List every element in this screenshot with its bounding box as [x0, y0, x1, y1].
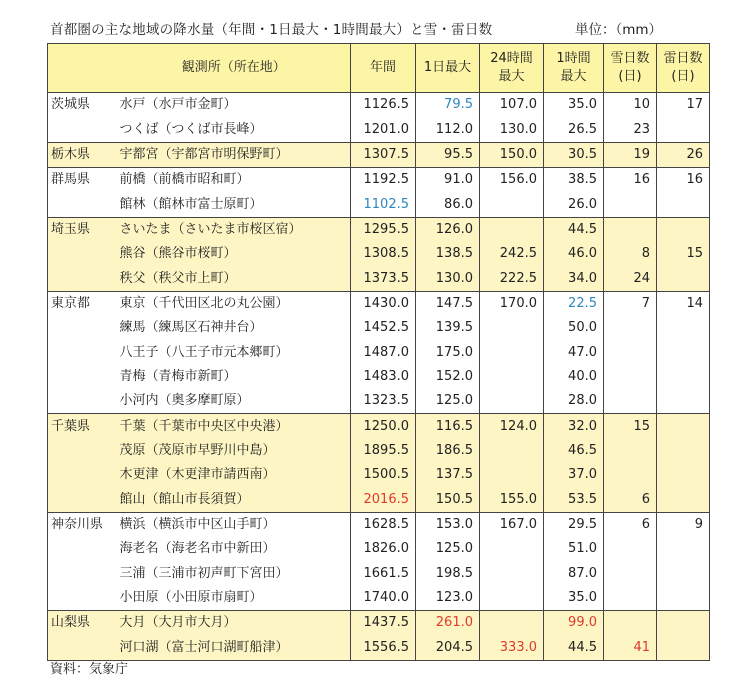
- pref-cell: 栃木県: [48, 142, 118, 167]
- pref-cell: [48, 439, 118, 463]
- pref-cell: 茨城県: [48, 93, 118, 118]
- day-max-cell: 152.0: [416, 365, 480, 389]
- day-max-cell: 86.0: [416, 192, 480, 217]
- h24-cell: [480, 192, 544, 217]
- day-max-cell: 153.0: [416, 512, 480, 537]
- station-cell: さいたま（さいたま市桜区宿）: [118, 217, 351, 242]
- h24-cell: 156.0: [480, 168, 544, 193]
- table-row: [48, 439, 710, 463]
- pref-cell: [48, 365, 118, 389]
- thunder-cell: 17: [657, 93, 710, 118]
- station-cell: 前橋（前橋市昭和町）: [118, 168, 351, 193]
- annual-cell: 1437.5: [351, 611, 416, 636]
- thunder-cell: [657, 365, 710, 389]
- header-snow-line1: 雪日数: [610, 51, 650, 66]
- table-row: [48, 316, 710, 340]
- pref-cell: 埼玉県: [48, 217, 118, 242]
- pref-cell: [48, 636, 118, 661]
- table-row: [48, 537, 710, 561]
- pref-cell: [48, 316, 118, 340]
- table-row: [48, 463, 710, 487]
- thunder-cell: 16: [657, 168, 710, 193]
- pref-cell: 群馬県: [48, 168, 118, 193]
- header-annual: 年間: [351, 44, 416, 93]
- pref-cell: [48, 562, 118, 586]
- table-row: [48, 266, 710, 291]
- annual-cell: 1307.5: [351, 142, 416, 167]
- h1-cell: 50.0: [544, 316, 604, 340]
- table-row: [48, 488, 710, 513]
- snow-cell: 24: [604, 266, 657, 291]
- snow-cell: [604, 611, 657, 636]
- h24-cell: [480, 316, 544, 340]
- day-max-cell: 198.5: [416, 562, 480, 586]
- annual-cell: 1102.5: [351, 192, 416, 217]
- h1-cell: 32.0: [544, 414, 604, 439]
- day-max-cell: 137.5: [416, 463, 480, 487]
- table-row: [48, 192, 710, 217]
- snow-cell: 6: [604, 488, 657, 513]
- station-cell: 水戸（水戸市金町）: [118, 93, 351, 118]
- pref-cell: [48, 537, 118, 561]
- day-max-cell: 261.0: [416, 611, 480, 636]
- station-cell: 熊谷（熊谷市桜町）: [118, 242, 351, 266]
- day-max-cell: 125.0: [416, 389, 480, 414]
- pref-cell: [48, 340, 118, 364]
- h24-cell: [480, 365, 544, 389]
- annual-cell: 1126.5: [351, 93, 416, 118]
- pref-cell: 神奈川県: [48, 512, 118, 537]
- pref-cell: [48, 463, 118, 487]
- h1-cell: 35.0: [544, 586, 604, 611]
- thunder-cell: [657, 266, 710, 291]
- h24-cell: 130.0: [480, 117, 544, 142]
- station-cell: 東京（千代田区北の丸公園）: [118, 291, 351, 316]
- station-cell: 千葉（千葉市中央区中央港）: [118, 414, 351, 439]
- pref-cell: [48, 117, 118, 142]
- annual-cell: 1628.5: [351, 512, 416, 537]
- h1-cell: 34.0: [544, 266, 604, 291]
- thunder-cell: [657, 414, 710, 439]
- h1-cell: 51.0: [544, 537, 604, 561]
- header-thunder-days: [657, 44, 710, 93]
- snow-cell: 16: [604, 168, 657, 193]
- h1-cell: 46.0: [544, 242, 604, 266]
- snow-cell: 23: [604, 117, 657, 142]
- snow-cell: 8: [604, 242, 657, 266]
- h1-cell: 37.0: [544, 463, 604, 487]
- h1-cell: 53.5: [544, 488, 604, 513]
- h24-cell: 333.0: [480, 636, 544, 661]
- header-24h-max: [480, 44, 544, 93]
- day-max-cell: 204.5: [416, 636, 480, 661]
- snow-cell: [604, 537, 657, 561]
- station-cell: つくば（つくば市長峰）: [118, 117, 351, 142]
- thunder-cell: [657, 537, 710, 561]
- table-row: [48, 217, 710, 242]
- header-24h-line2: 最大: [498, 69, 525, 84]
- table-row: [48, 389, 710, 414]
- thunder-cell: [657, 562, 710, 586]
- h1-cell: 29.5: [544, 512, 604, 537]
- h1-cell: 22.5: [544, 291, 604, 316]
- annual-cell: 1500.5: [351, 463, 416, 487]
- thunder-cell: 15: [657, 242, 710, 266]
- thunder-cell: [657, 389, 710, 414]
- pref-cell: 千葉県: [48, 414, 118, 439]
- station-cell: 小河内（奥多摩町原）: [118, 389, 351, 414]
- annual-cell: 1430.0: [351, 291, 416, 316]
- h24-cell: 222.5: [480, 266, 544, 291]
- pref-cell: [48, 266, 118, 291]
- h1-cell: 26.5: [544, 117, 604, 142]
- day-max-cell: 116.5: [416, 414, 480, 439]
- snow-cell: 10: [604, 93, 657, 118]
- station-cell: 館林（館林市富士原町）: [118, 192, 351, 217]
- station-cell: 宇都宮（宇都宮市明保野町）: [118, 142, 351, 167]
- thunder-cell: [657, 316, 710, 340]
- station-cell: 秩父（秩父市上町）: [118, 266, 351, 291]
- source-note: 資料：気象庁: [50, 662, 129, 677]
- thunder-cell: 9: [657, 512, 710, 537]
- table-row: [48, 117, 710, 142]
- h1-cell: 46.5: [544, 439, 604, 463]
- header-1h-line2: 最大: [560, 69, 587, 84]
- snow-cell: [604, 586, 657, 611]
- thunder-cell: [657, 340, 710, 364]
- station-cell: 館山（館山市長須賀）: [118, 488, 351, 513]
- header-thunder-line1: 雷日数: [663, 51, 703, 66]
- thunder-cell: [657, 439, 710, 463]
- h1-cell: 28.0: [544, 389, 604, 414]
- table-row: [48, 93, 710, 118]
- header-1h-line1: 1時間: [556, 51, 591, 66]
- h24-cell: 124.0: [480, 414, 544, 439]
- table-row: [48, 586, 710, 611]
- snow-cell: 19: [604, 142, 657, 167]
- snow-cell: 41: [604, 636, 657, 661]
- header-station: 観測所（所在地）: [118, 44, 351, 93]
- thunder-cell: [657, 463, 710, 487]
- day-max-cell: 186.5: [416, 439, 480, 463]
- day-max-cell: 130.0: [416, 266, 480, 291]
- table-title: 首都圏の主な地域の降水量（年間・1日最大・1時間最大）と雪・雷日数: [50, 22, 493, 38]
- thunder-cell: [657, 192, 710, 217]
- snow-cell: [604, 316, 657, 340]
- pref-cell: [48, 192, 118, 217]
- precipitation-table: [47, 43, 710, 661]
- table-row: [48, 242, 710, 266]
- thunder-cell: [657, 611, 710, 636]
- snow-cell: [604, 389, 657, 414]
- day-max-cell: 150.5: [416, 488, 480, 513]
- annual-cell: 1308.5: [351, 242, 416, 266]
- h1-cell: 44.5: [544, 217, 604, 242]
- thunder-cell: [657, 488, 710, 513]
- annual-cell: 1373.5: [351, 266, 416, 291]
- pref-cell: [48, 242, 118, 266]
- annual-cell: 1740.0: [351, 586, 416, 611]
- snow-cell: [604, 192, 657, 217]
- table-row: [48, 168, 710, 193]
- annual-cell: 1452.5: [351, 316, 416, 340]
- day-max-cell: 147.5: [416, 291, 480, 316]
- h1-cell: 99.0: [544, 611, 604, 636]
- station-cell: 横浜（横浜市中区山手町）: [118, 512, 351, 537]
- annual-cell: 1661.5: [351, 562, 416, 586]
- h24-cell: 242.5: [480, 242, 544, 266]
- annual-cell: 1826.0: [351, 537, 416, 561]
- day-max-cell: 139.5: [416, 316, 480, 340]
- table-row: [48, 562, 710, 586]
- day-max-cell: 125.0: [416, 537, 480, 561]
- h24-cell: 150.0: [480, 142, 544, 167]
- unit-label: 単位：（mm）: [575, 22, 663, 38]
- h24-cell: [480, 340, 544, 364]
- h1-cell: 38.5: [544, 168, 604, 193]
- h24-cell: 170.0: [480, 291, 544, 316]
- thunder-cell: 14: [657, 291, 710, 316]
- station-cell: 練馬（練馬区石神井台）: [118, 316, 351, 340]
- header-thunder-line2: (日): [671, 69, 695, 84]
- thunder-cell: [657, 586, 710, 611]
- day-max-cell: 175.0: [416, 340, 480, 364]
- annual-cell: 1192.5: [351, 168, 416, 193]
- snow-cell: [604, 365, 657, 389]
- h1-cell: 30.5: [544, 142, 604, 167]
- annual-cell: 1483.0: [351, 365, 416, 389]
- station-cell: 木更津（木更津市請西南）: [118, 463, 351, 487]
- station-cell: 茂原（茂原市早野川中島）: [118, 439, 351, 463]
- table-row: [48, 636, 710, 661]
- h1-cell: 47.0: [544, 340, 604, 364]
- header-row: [48, 44, 710, 93]
- h24-cell: 167.0: [480, 512, 544, 537]
- h24-cell: [480, 562, 544, 586]
- station-cell: 青梅（青梅市新町）: [118, 365, 351, 389]
- table-row: [48, 340, 710, 364]
- h24-cell: [480, 586, 544, 611]
- annual-cell: 1323.5: [351, 389, 416, 414]
- h1-cell: 26.0: [544, 192, 604, 217]
- day-max-cell: 112.0: [416, 117, 480, 142]
- pref-cell: [48, 586, 118, 611]
- h24-cell: [480, 217, 544, 242]
- station-cell: 河口湖（富士河口湖町船津）: [118, 636, 351, 661]
- annual-cell: 1250.0: [351, 414, 416, 439]
- pref-cell: [48, 389, 118, 414]
- annual-cell: 1556.5: [351, 636, 416, 661]
- h24-cell: 107.0: [480, 93, 544, 118]
- day-max-cell: 79.5: [416, 93, 480, 118]
- header-snow-line2: (日): [618, 69, 642, 84]
- station-cell: 三浦（三浦市初声町下宮田）: [118, 562, 351, 586]
- h24-cell: [480, 463, 544, 487]
- snow-cell: 6: [604, 512, 657, 537]
- table-row: [48, 414, 710, 439]
- table-row: [48, 512, 710, 537]
- snow-cell: 15: [604, 414, 657, 439]
- h24-cell: [480, 389, 544, 414]
- snow-cell: 7: [604, 291, 657, 316]
- pref-cell: [48, 488, 118, 513]
- station-cell: 大月（大月市大月）: [118, 611, 351, 636]
- h1-cell: 87.0: [544, 562, 604, 586]
- day-max-cell: 95.5: [416, 142, 480, 167]
- pref-cell: 東京都: [48, 291, 118, 316]
- day-max-cell: 126.0: [416, 217, 480, 242]
- table-row: [48, 142, 710, 167]
- annual-cell: 1295.5: [351, 217, 416, 242]
- day-max-cell: 91.0: [416, 168, 480, 193]
- h1-cell: 40.0: [544, 365, 604, 389]
- snow-cell: [604, 217, 657, 242]
- station-cell: 小田原（小田原市扇町）: [118, 586, 351, 611]
- annual-cell: 1201.0: [351, 117, 416, 142]
- header-pref-blank: [48, 44, 118, 93]
- station-cell: 海老名（海老名市中新田）: [118, 537, 351, 561]
- h24-cell: [480, 611, 544, 636]
- pref-cell: 山梨県: [48, 611, 118, 636]
- h24-cell: [480, 439, 544, 463]
- thunder-cell: [657, 636, 710, 661]
- day-max-cell: 123.0: [416, 586, 480, 611]
- header-snow-days: [604, 44, 657, 93]
- annual-cell: 1895.5: [351, 439, 416, 463]
- table-row: [48, 611, 710, 636]
- snow-cell: [604, 439, 657, 463]
- snow-cell: [604, 463, 657, 487]
- header-1h-max: [544, 44, 604, 93]
- table-row: [48, 291, 710, 316]
- h24-cell: 155.0: [480, 488, 544, 513]
- h1-cell: 35.0: [544, 93, 604, 118]
- h24-cell: [480, 537, 544, 561]
- table-row: [48, 365, 710, 389]
- snow-cell: [604, 562, 657, 586]
- annual-cell: 2016.5: [351, 488, 416, 513]
- header-24h-line1: 24時間: [490, 51, 533, 66]
- station-cell: 八王子（八王子市元本郷町）: [118, 340, 351, 364]
- day-max-cell: 138.5: [416, 242, 480, 266]
- header-day-max: 1日最大: [416, 44, 480, 93]
- snow-cell: [604, 340, 657, 364]
- thunder-cell: [657, 217, 710, 242]
- thunder-cell: 26: [657, 142, 710, 167]
- h1-cell: 44.5: [544, 636, 604, 661]
- annual-cell: 1487.0: [351, 340, 416, 364]
- thunder-cell: [657, 117, 710, 142]
